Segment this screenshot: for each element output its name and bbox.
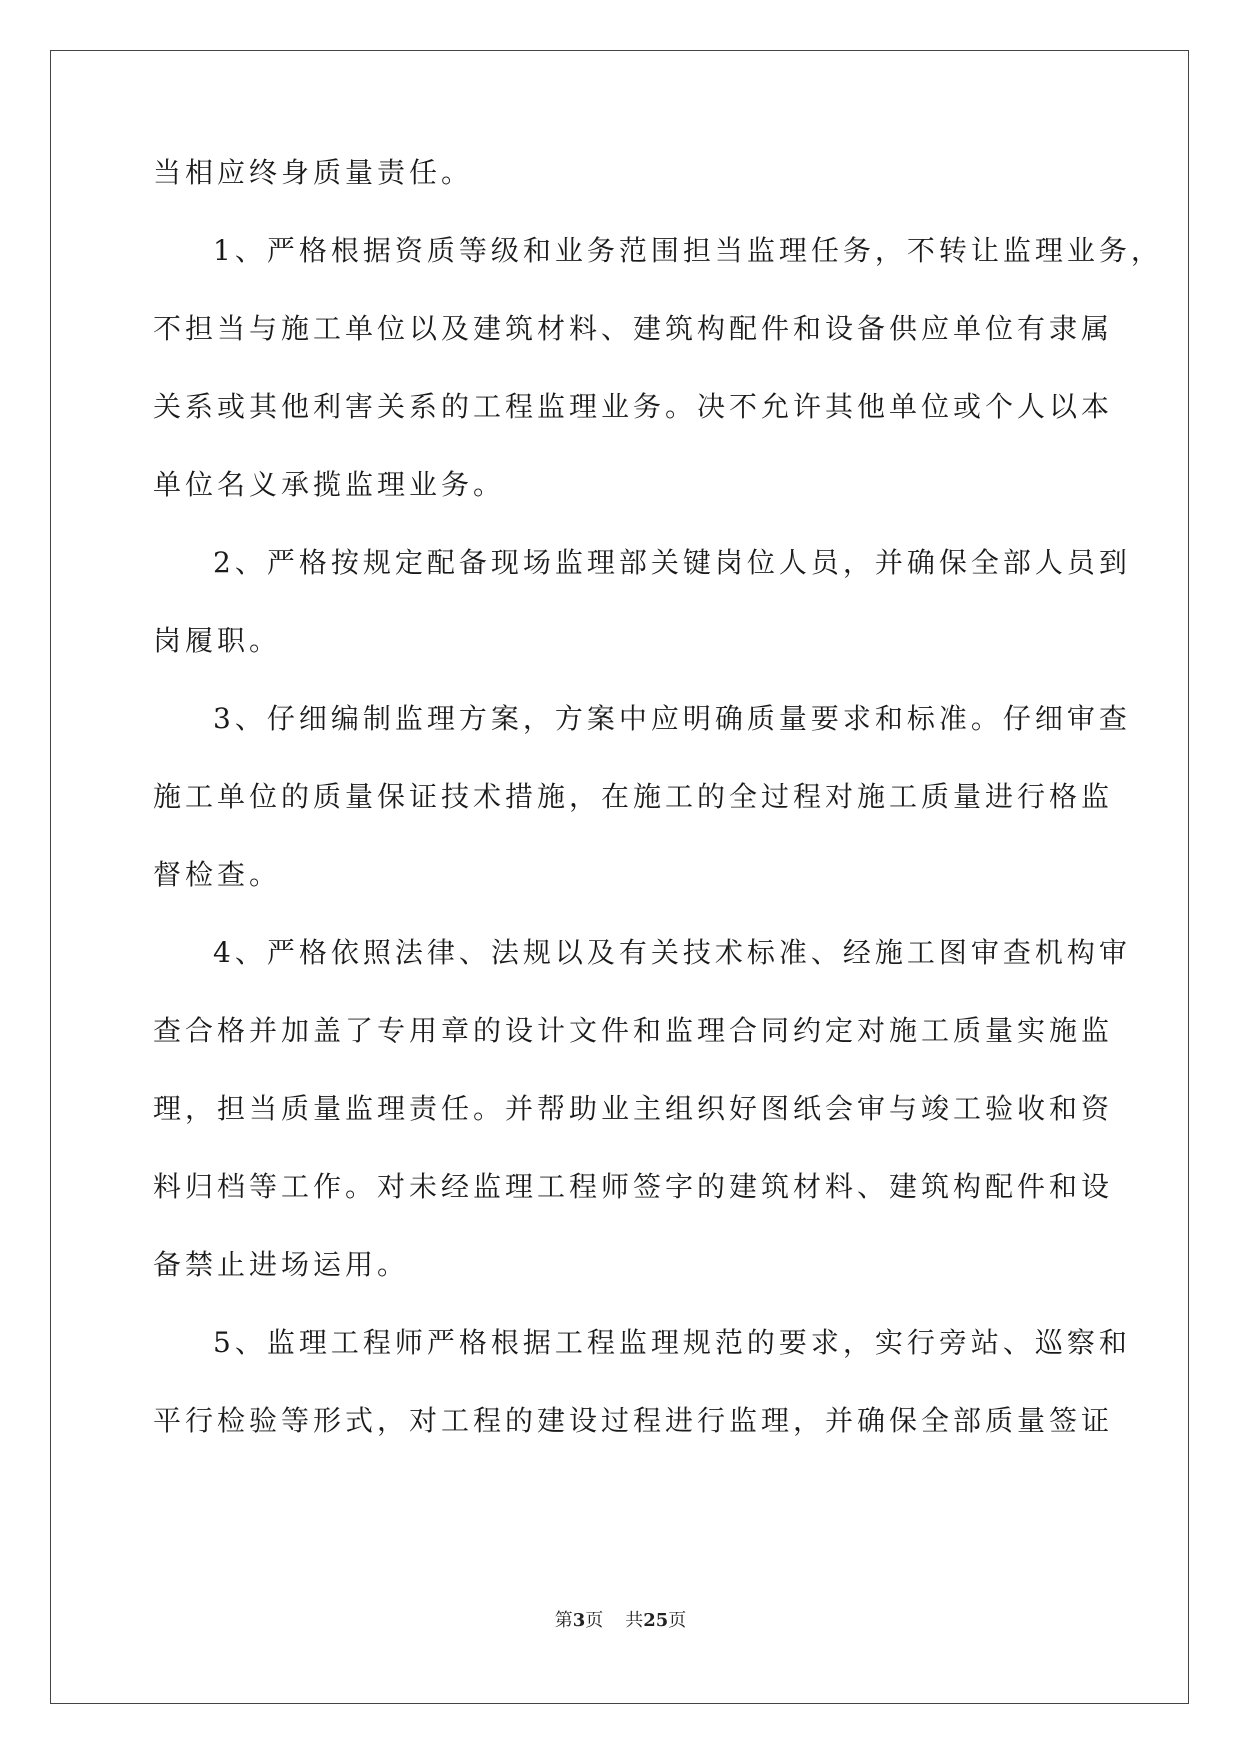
text-line: 关系或其他利害关系的工程监理业务。决不允许其他单位或个人以本 [153, 390, 1114, 423]
text-line: 理，担当质量监理责任。并帮助业主组织好图纸会审与竣工验收和资 [153, 1092, 1114, 1125]
text-line: 2、严格按规定配备现场监理部关键岗位人员，并确保全部人员到 [213, 546, 1131, 579]
text-line: 1、严格根据资质等级和业务范围担当监理任务，不转让监理业务， [213, 234, 1163, 267]
text-line: 3、仔细编制监理方案，方案中应明确质量要求和标准。仔细审查 [213, 702, 1131, 735]
text-line: 查合格并加盖了专用章的设计文件和监理合同约定对施工质量实施监 [153, 1014, 1114, 1047]
text-line: 5、监理工程师严格根据工程监理规范的要求，实行旁站、巡察和 [213, 1326, 1131, 1359]
text-line: 平行检验等形式，对工程的建设过程进行监理，并确保全部质量签证 [153, 1404, 1114, 1437]
total-prefix: 共 [625, 1610, 644, 1631]
page-total: 25 [643, 1610, 669, 1631]
text-line: 不担当与施工单位以及建筑材料、建筑构配件和设备供应单位有隶属 [153, 312, 1114, 345]
text-line: 岗履职。 [153, 624, 282, 657]
page-footer [0, 1606, 1241, 1632]
text-line: 督检查。 [153, 858, 282, 891]
text-line: 单位名义承揽监理业务。 [153, 468, 506, 501]
text-line: 当相应终身质量责任。 [153, 156, 474, 189]
text-line: 4、严格依照法律、法规以及有关技术标准、经施工图审查机构审 [213, 936, 1131, 969]
total-suffix: 页 [668, 1610, 687, 1631]
page-prefix: 第 [554, 1610, 573, 1631]
text-line: 料归档等工作。对未经监理工程师签字的建筑材料、建筑构配件和设 [153, 1170, 1114, 1203]
page-suffix: 页 [585, 1610, 604, 1631]
text-line: 施工单位的质量保证技术措施，在施工的全过程对施工质量进行格监 [153, 780, 1114, 813]
document-body [153, 156, 1163, 1485]
page-current: 3 [572, 1610, 586, 1631]
text-line: 备禁止进场运用。 [153, 1248, 410, 1281]
